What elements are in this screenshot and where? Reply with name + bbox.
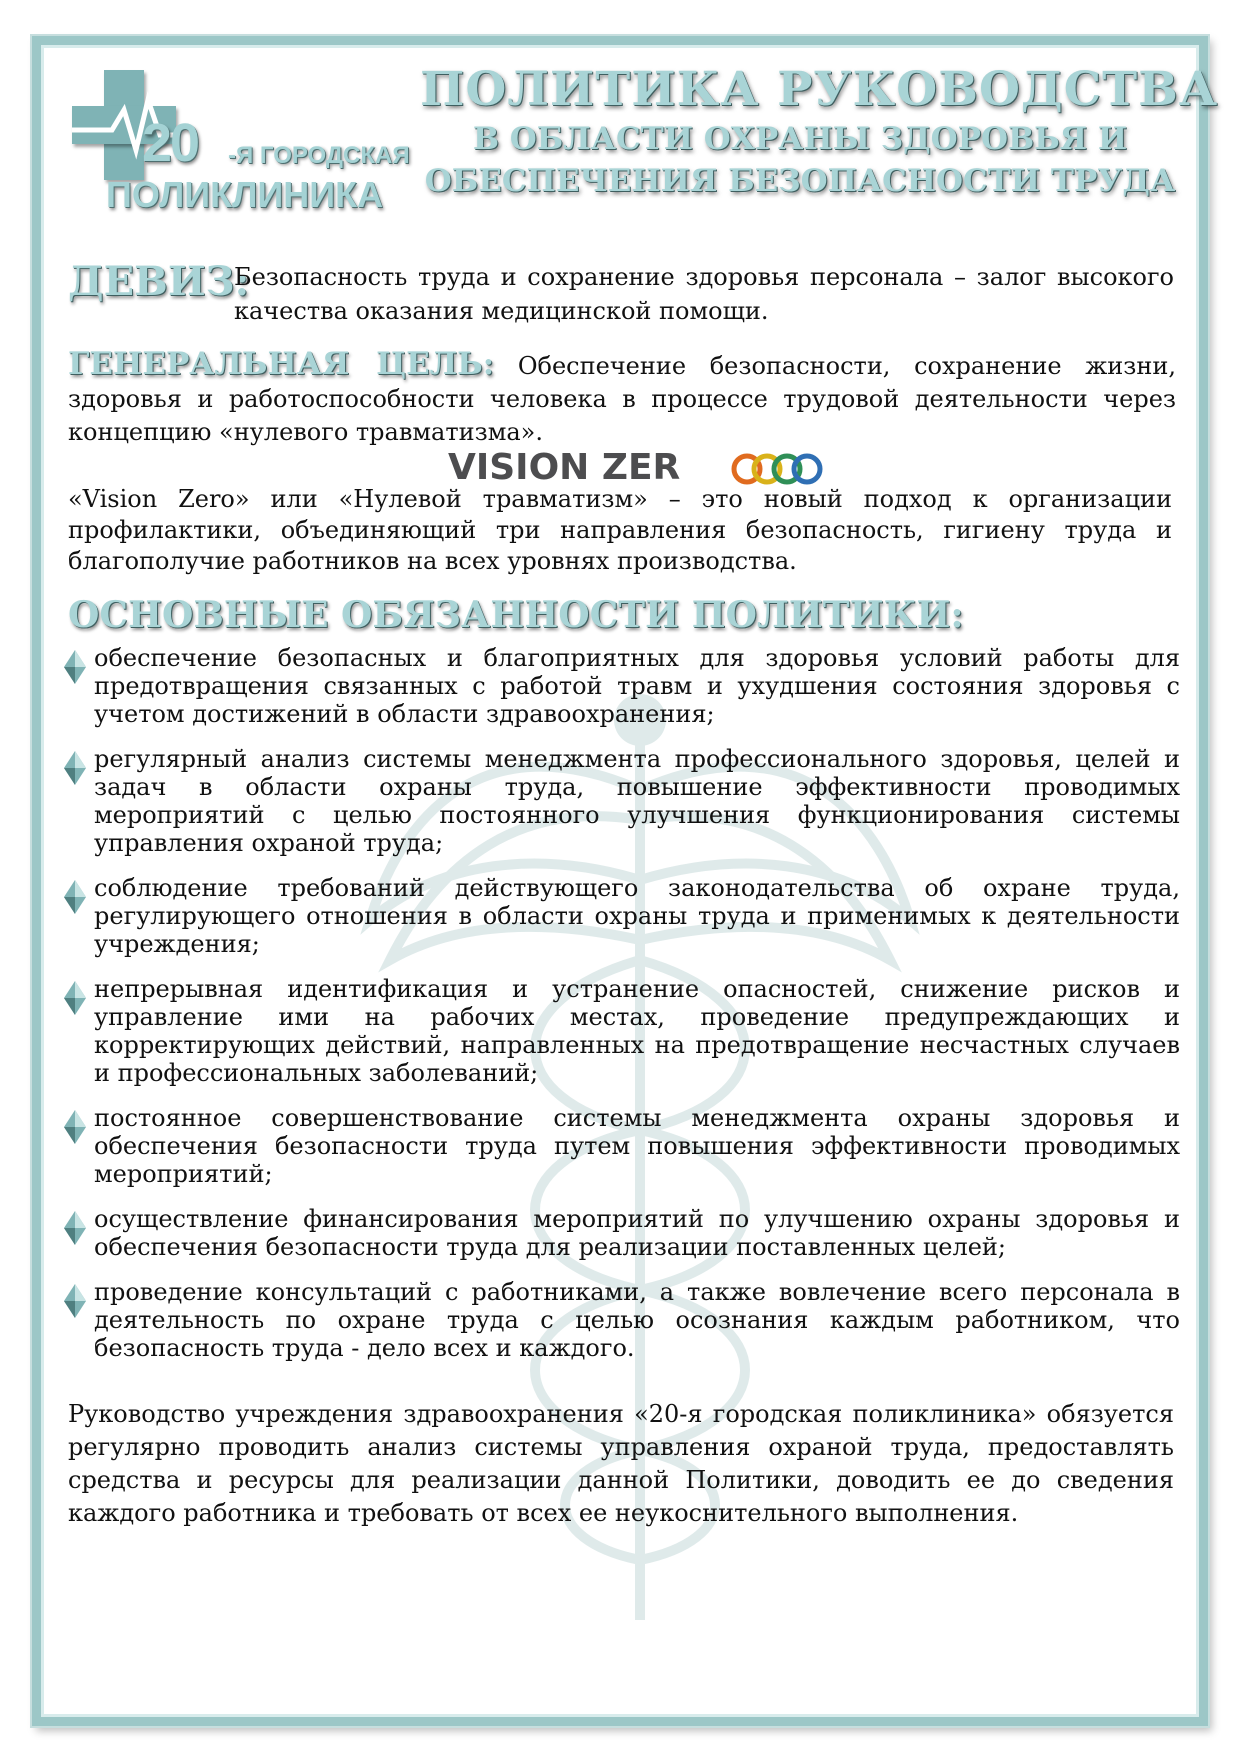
vision-zero-text: VISION ZER <box>448 447 681 488</box>
diamond-bullet-icon <box>64 981 86 1015</box>
diamond-bullet-icon <box>64 1211 86 1245</box>
title-sub-2: ОБЕСПЕЧЕНИЯ БЕЗОПАСНОСТИ ТРУДА <box>424 163 1176 199</box>
logo-line2: ПОЛИКЛИНИКА <box>106 174 384 215</box>
title-sub-1: В ОБЛАСТИ ОХРАНЫ ЗДОРОВЬЯ И <box>472 121 1128 157</box>
goal-text: Обеспечение безопасности, сохранение жизни, здоровья и работоспособности человека в процессе трудовой деятельности через концепцию «нулевого травматизма». <box>68 352 1176 446</box>
diamond-bullet-icon <box>64 880 86 914</box>
list-item: осуществление финансирования мероприятий по улучшению охраны здоровья и обеспечения безопасности труда для реализации поставленных целей; <box>64 1205 1180 1261</box>
duties-heading: ОСНОВНЫЕ ОБЯЗАННОСТИ ПОЛИТИКИ: <box>68 594 964 636</box>
closing-statement: Руководство учреждения здравоохранения «20-я городская поликлиника» обязуется регулярно проводить анализ системы управления охраной труда, предоставлять средства и ресурсы для реализации данной Политики, доводить ее до сведения каждого работника и требовать от всех ее неукоснительного выполнения. <box>68 1400 1174 1527</box>
list-item: соблюдение требований действующего законодательства об охране труда, регулирующего отношения в области охраны труда и применимых к деятельности учреждения; <box>64 874 1180 958</box>
clinic-logo <box>72 70 410 220</box>
diamond-bullet-icon <box>64 650 86 684</box>
list-item: непрерывная идентификация и устранение опасностей, снижение рисков и управление ими на рабочих местах, проведение предупреждающих и корректирующих действий, направленных на предотвращение несчастных случаев и профессиональных заболеваний; <box>64 975 1180 1087</box>
list-item: обеспечение безопасных и благоприятных для здоровья условий работы для предотвращения связанных с работой травм и ухудшения состояния здоровья с учетом достижений в области здравоохранения; <box>64 644 1180 728</box>
diamond-bullet-icon <box>64 1110 86 1144</box>
list-item: постоянное совершенствование системы менеджмента охраны здоровья и обеспечения безопасности труда путем повышения эффективности проводимых мероприятий; <box>64 1104 1180 1188</box>
motto-label: ДЕВИЗ: <box>68 258 250 305</box>
title-main: ПОЛИТИКА РУКОВОДСТВА <box>420 62 1219 117</box>
duties-list <box>64 644 1180 1379</box>
diamond-bullet-icon <box>64 1284 86 1318</box>
logo-line1: -Я ГОРОДСКАЯ <box>228 142 410 169</box>
logo-number: 20 <box>142 113 199 173</box>
goal-section <box>68 348 1176 449</box>
list-item: регулярный анализ системы менеджмента профессионального здоровья, целей и задач в области охраны труда, повышение эффективности проводимых мероприятий с целью постоянного улучшения функционирования системы управления охраной труда; <box>64 745 1180 857</box>
motto-text: Безопасность труда и сохранение здоровья персонала – залог высокого качества оказания медицинской помощи. <box>234 263 1174 325</box>
goal-label: ГЕНЕРАЛЬНАЯ ЦЕЛЬ: <box>68 346 495 382</box>
page-title <box>420 62 1219 202</box>
diamond-bullet-icon <box>64 751 86 785</box>
list-item: проведение консультаций с работниками, а также вовлечение всего персонала в деятельность по охране труда с целью осознания каждым работником, что безопасность труда - дело всех и каждого. <box>64 1278 1180 1362</box>
vision-zero-rings-icon <box>730 452 826 486</box>
vision-zero-description: «Vision Zero» или «Нулевой травматизм» – это новый подход к организации профилактики, объединяющий три направления безопасность, гигиену труда и благополучие работников на всех уровнях производства. <box>68 485 1172 575</box>
